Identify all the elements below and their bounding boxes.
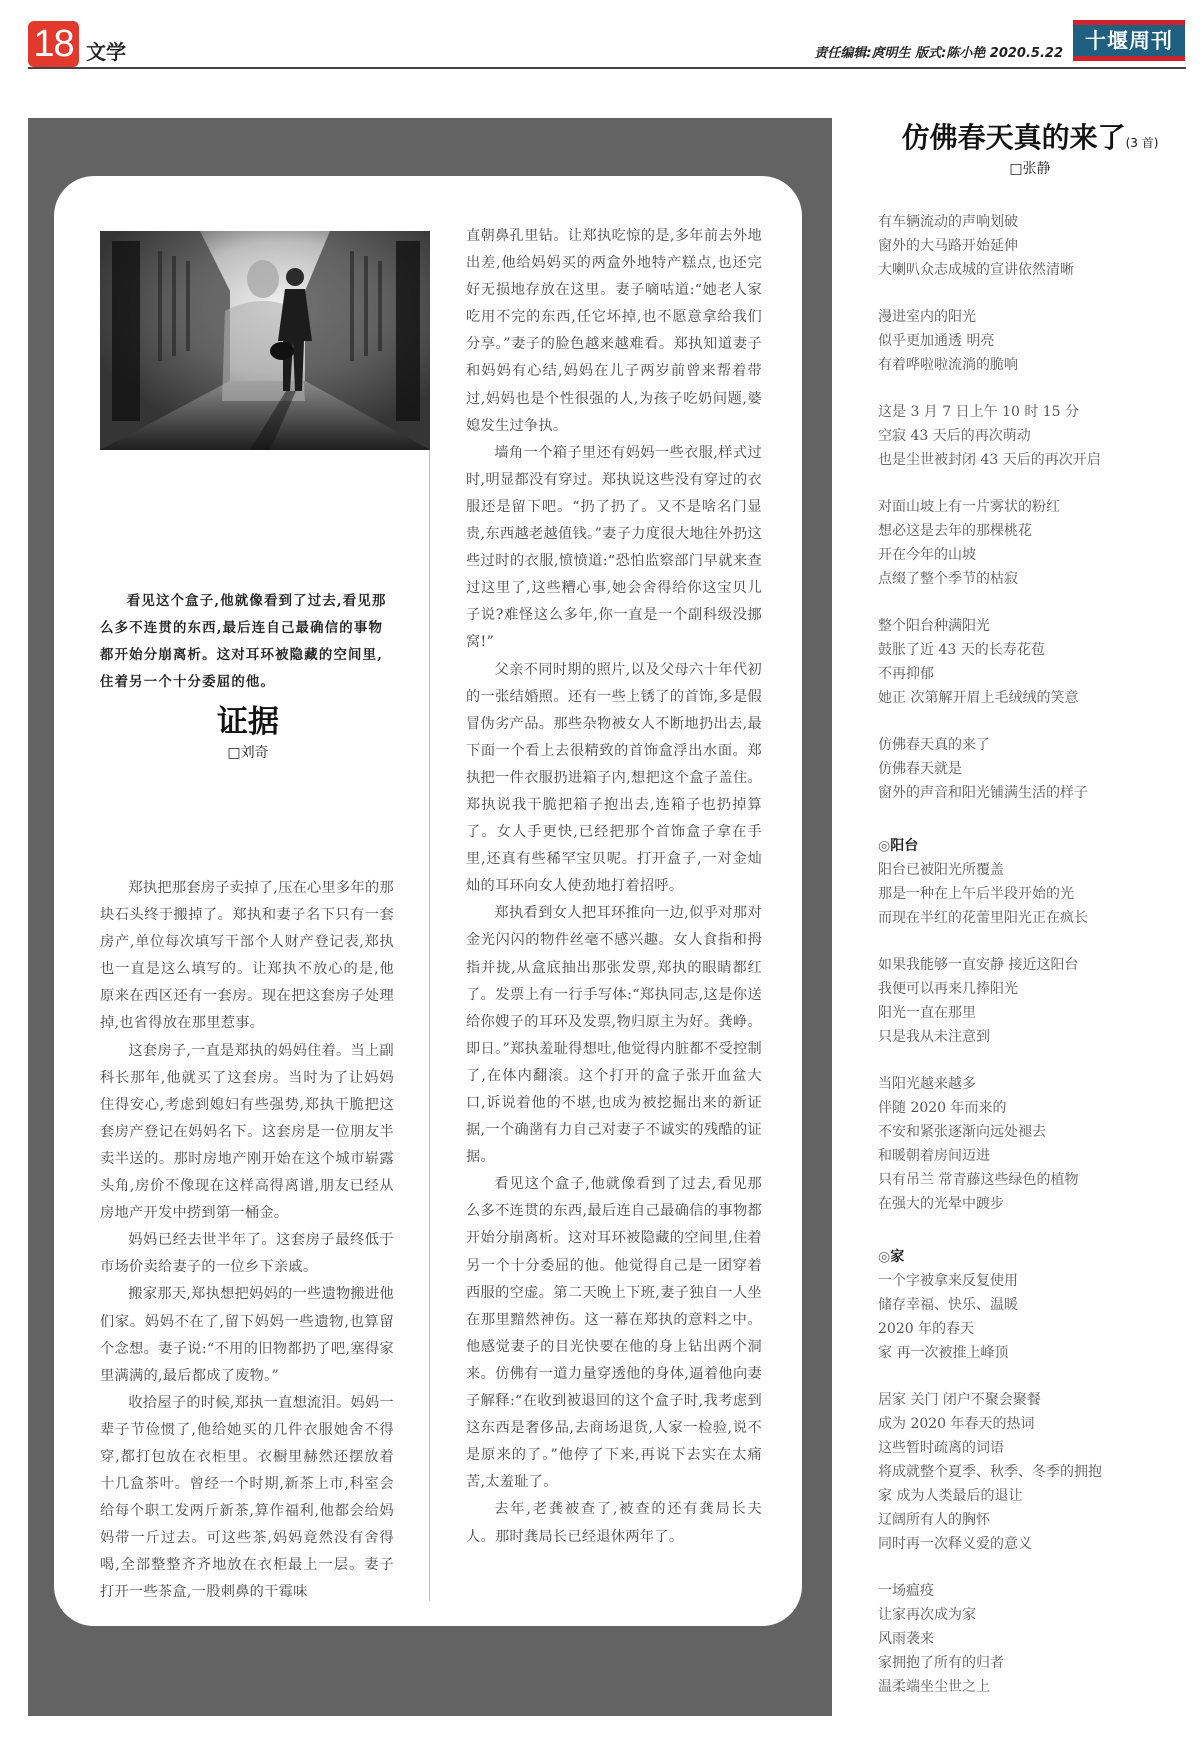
header-divider bbox=[28, 67, 1186, 69]
poem-stanza bbox=[878, 1579, 1188, 1699]
poem-line: 一个字被拿来反复使用 bbox=[878, 1273, 1018, 1289]
paragraph: 看见这个盒子,他就像看到了过去,看见那么多不连贯的东西,最后连自己最确信的事物都开始分崩离析。这对耳环被隐藏的空间里,住着另一个十分委屈的他。他觉得自己是一团穿着西服的空虚。第二天晚上下班,妻子独自一人坐在那里黯然神伤。这一幕在郑执的意料之中。他感觉妻子的目光快要在他的身上钻出两个洞来。仿佛有一道力量穿透他的身体,逼着他向妻子解释:“在收到被退回的这个盒子时,我考虑到这东西是奢侈品,去商场退货,人家一检验,说不是原来的了。”他停了下来,再说下去实在太痛苦,太羞耻了。 bbox=[466, 1176, 762, 1491]
poem-line: 温柔端坐尘世之上 bbox=[878, 1679, 990, 1695]
poem-line: 漫进室内的阳光 bbox=[878, 309, 976, 325]
poem-line: 一场瘟疫 bbox=[878, 1583, 934, 1599]
poem-line: 只是我从未注意到 bbox=[878, 1029, 990, 1045]
poem-line: 仿佛春天真的来了 bbox=[878, 737, 990, 753]
poem-stanza bbox=[878, 305, 1188, 377]
poem-line: 整个阳台种满阳光 bbox=[878, 618, 990, 634]
poem-line: 仿佛春天就是 bbox=[878, 761, 962, 777]
poem-subheading bbox=[878, 834, 1188, 858]
poem-stanza bbox=[878, 1269, 1188, 1365]
poem-line: 在强大的光晕中踱步 bbox=[878, 1196, 1004, 1212]
poem-line: 点缀了整个季节的枯寂 bbox=[878, 571, 1018, 587]
poem-line: 这些暂时疏离的词语 bbox=[878, 1440, 1004, 1456]
poem-stanza bbox=[878, 614, 1188, 710]
poem-line: 居家 关门 闭户不聚会聚餐 bbox=[878, 1392, 1041, 1408]
poem-line: 空寂 43 天后的再次萌动 bbox=[878, 428, 1031, 444]
story-column-2 bbox=[466, 223, 762, 1551]
poem-stanza bbox=[878, 495, 1188, 591]
paragraph: 去年,老龚被查了,被查的还有龚局长夫人。那时龚局长已经退休两年了。 bbox=[466, 1501, 762, 1545]
poem-stanza bbox=[878, 1072, 1188, 1216]
poem-subheading-text: 家 bbox=[890, 1249, 905, 1265]
paragraph: 妈妈已经去世半年了。这套房子最终低于市场价卖给妻子的一位乡下亲戚。 bbox=[100, 1232, 394, 1276]
poem-stanza bbox=[878, 858, 1188, 930]
story-column-1 bbox=[100, 875, 394, 1607]
poem-line: 窗外的大马路开始延伸 bbox=[878, 238, 1018, 254]
newspaper-logo bbox=[1073, 20, 1185, 61]
poem-line: 不安和紧张逐渐向远处褪去 bbox=[878, 1124, 1046, 1140]
poem-line: 阳光一直在那里 bbox=[878, 1005, 976, 1021]
poem-line: 似乎更加通透 明亮 bbox=[878, 333, 995, 349]
poem-line: 同时再一次释义爱的意义 bbox=[878, 1536, 1032, 1552]
poem-stanza bbox=[878, 733, 1188, 805]
page-number-badge: 18 bbox=[28, 21, 79, 67]
poem-line: 鼓胀了近 43 天的长寿花苞 bbox=[878, 642, 1045, 658]
poem-stanza bbox=[878, 953, 1188, 1049]
poem-line: 伴随 2020 年而来的 bbox=[878, 1100, 1007, 1116]
paragraph: 搬家那天,郑执想把妈妈的一些遗物搬进他们家。妈妈不在了,留下妈妈一些遗物,也算留个念想。妻子说:“不用的旧物都扔了吧,塞得家里满满的,最后都成了废物。” bbox=[100, 1286, 394, 1384]
poem-line: 成为 2020 年春天的热词 bbox=[878, 1416, 1035, 1432]
poem-stanza bbox=[878, 1388, 1188, 1556]
poem-line: 只有吊兰 常青藤这些绿色的植物 bbox=[878, 1172, 1079, 1188]
poem-line: 让家再次成为家 bbox=[878, 1607, 976, 1623]
poem-line: 有车辆流动的声响划破 bbox=[878, 214, 1018, 230]
story-title: 证据 bbox=[217, 704, 279, 740]
poem-line: 那是一种在上午后半段开始的光 bbox=[878, 886, 1074, 902]
lead-text: 看见这个盒子,他就像看到了过去,看见那么多不连贯的东西,最后连自己最确信的事物都开始分崩离析。这对耳环被隐藏的空间里,住着另一个十分委屈的他。 bbox=[100, 593, 387, 690]
poem-line: 2020 年的春天 bbox=[878, 1321, 975, 1337]
paragraph: 父亲不同时期的照片,以及父母六十年代初的一张结婚照。还有一些上锈了的首饰,多是假冒伪劣产品。那些杂物被女人不断地扔出去,最下面一个看上去很精致的首饰盒浮出水面。郑执把一件衣服扔进箱子内,想把这个盒子盖住。郑执说我干脆把箱子抱出去,连箱子也扔掉算了。女人手更快,已经把那个首饰盒子拿在手里,还真有些稀罕宝贝呢。打开盒子,一对金灿灿的耳环向女人使劲地打着招呼。 bbox=[466, 661, 762, 895]
poem-title bbox=[880, 116, 1180, 156]
poem-count: (3 首) bbox=[1125, 136, 1159, 150]
poem-line: 她正 次第解开眉上毛绒绒的笑意 bbox=[878, 690, 1079, 706]
paragraph: 这套房子,一直是郑执的妈妈住着。当上副科长那年,他就买了这套房。当时为了让妈妈住得安心,考虑到媳妇有些强势,郑执干脆把这套房产登记在妈妈名下。这套房是一位朋友半卖半送的。那时房地产刚开始在这个城市崭露头角,房价不像现在这样高得离谱,朋友已经从房地产开发中捞到第一桶金。 bbox=[100, 1042, 394, 1222]
poem-line: 想必这是去年的那棵桃花 bbox=[878, 523, 1032, 539]
paragraph-continued: 直朝鼻孔里钻。让郑执吃惊的是,多年前去外地出差,他给妈妈买的两盒外地特产糕点,也还完好无损地存放在这里。妻子嘀咕道:“她老人家吃用不完的东西,任它坏掉,也不愿意拿给我们分享。”妻子的脸色越来越难看。郑执知道妻子和妈妈有心结,妈妈在儿子两岁前曾来帮着带过,妈妈也是个性很强的人,为孩子吃奶问题,婆媳发生过争执。 bbox=[466, 228, 762, 434]
poem-line: 风雨袭来 bbox=[878, 1631, 934, 1647]
poem-line: 也是尘世被封闭 43 天后的再次开启 bbox=[878, 452, 1101, 468]
poem-line: 和暖朝着房间迈进 bbox=[878, 1148, 990, 1164]
poem-line: 阳台已被阳光所覆盖 bbox=[878, 862, 1004, 878]
paragraph: 郑执把那套房子卖掉了,压在心里多年的那块石头终于搬掉了。郑执和妻子名下只有一套房产,单位每次填写干部个人财产登记表,郑执也一直是这么填写的。让郑执不放心的是,他原来在西区还有一套房。现在把这套房子处理掉,也省得放在那里惹事。 bbox=[100, 880, 394, 1032]
poem-line: 如果我能够一直安静 接近这阳台 bbox=[878, 957, 1079, 973]
story-photo bbox=[100, 231, 430, 450]
editor-credits: 责任编辑:庹明生 版式:陈小艳 2020.5.22 bbox=[814, 46, 1063, 61]
poem-line: 窗外的声音和阳光铺满生活的样子 bbox=[878, 785, 1088, 801]
poem-stanza bbox=[878, 400, 1188, 472]
poem-line: 将成就整个夏季、秋季、冬季的拥抱 bbox=[878, 1464, 1102, 1480]
poem-line: 家 再一次被推上峰顶 bbox=[878, 1345, 1009, 1361]
poem-line: 家 成为人类最后的退让 bbox=[878, 1488, 1023, 1504]
circle-mark-icon: ◎ bbox=[878, 838, 891, 854]
poem-line: 我便可以再来几捧阳光 bbox=[878, 981, 1018, 997]
paragraph: 收拾屋子的时候,郑执一直想流泪。妈妈一辈子节俭惯了,他给她买的几件衣服她舍不得穿,都打包放在衣柜里。衣橱里赫然还摆放着十几盒茶叶。曾经一个时期,新茶上市,科室会给每个职工发两斤新茶,算作福利,他都会给妈妈带一斤过去。可这些茶,妈妈竟然没有舍得喝,全部整整齐齐地放在衣柜最上一层。妻子打开一些茶盒,一股刺鼻的干霉味 bbox=[100, 1394, 394, 1601]
poem-line: 辽阔所有人的胸怀 bbox=[878, 1512, 990, 1528]
poem-line: 大喇叭众志成城的宣讲依然清晰 bbox=[878, 262, 1074, 278]
column-divider bbox=[429, 450, 430, 1601]
poem-line: 这是 3 月 7 日上午 10 时 15 分 bbox=[878, 404, 1080, 420]
circle-mark-icon: ◎ bbox=[878, 1249, 891, 1265]
poem-line: 储存幸福、快乐、温暖 bbox=[878, 1297, 1018, 1313]
poem-list bbox=[878, 210, 1188, 1722]
poem-subheading bbox=[878, 1245, 1188, 1269]
poem-line: 当阳光越来越多 bbox=[878, 1076, 976, 1092]
poem-line: 家拥抱了所有的归者 bbox=[878, 1655, 1004, 1671]
paragraph: 墙角一个箱子里还有妈妈一些衣服,样式过时,明显都没有穿过。郑执说这些没有穿过的衣服还是留下吧。“扔了扔了。又不是啥名门显贵,东西越老越值钱。”妻子力度很大地往外扔这些过时的衣服,愤愤道:“恐怕监察部门早就来查过这里了,这些糟心事,她会舍得给你这宝贝儿子说?难怪这么多年,你一直是一个副科级没挪窝!” bbox=[466, 444, 762, 651]
story-author: □刘奇 bbox=[227, 745, 269, 761]
poem-line: 对面山坡上有一片雾状的粉红 bbox=[878, 499, 1060, 515]
logo-text: 十堰周刊 bbox=[1085, 28, 1173, 53]
poem-line: 开在今年的山坡 bbox=[878, 547, 976, 563]
poem-title-text: 仿佛春天真的来了 bbox=[901, 121, 1126, 154]
poem-line: 不再抑郁 bbox=[878, 666, 934, 682]
section-title: 文学 bbox=[86, 40, 126, 64]
poem-line: 有着哗啦啦流淌的脆响 bbox=[878, 357, 1018, 373]
poem-subheading-text: 阳台 bbox=[890, 838, 919, 854]
poem-stanza bbox=[878, 210, 1188, 282]
poem-line: 而现在半红的花蕾里阳光正在疯长 bbox=[878, 910, 1088, 926]
paragraph: 郑执看到女人把耳环推向一边,似乎对那对金光闪闪的物件丝毫不感兴趣。女人食指和拇指并拢,从盒底抽出那张发票,郑执的眼睛都红了。发票上有一行手写体:“郑执同志,这是你送给你嫂子的耳环及发票,物归原主为好。龚峥。即日。”郑执羞耻得想吐,他觉得内脏都不受控制了,在体内翻滚。这个打开的盒子张开血盆大口,诉说着他的不堪,也成为被挖掘出来的新证据,一个确凿有力自己对妻子不诚实的残酷的证据。 bbox=[466, 905, 762, 1166]
poem-author: □张静 bbox=[1009, 161, 1051, 177]
story-lead-quote bbox=[100, 588, 396, 696]
corridor-illustration bbox=[100, 231, 430, 450]
